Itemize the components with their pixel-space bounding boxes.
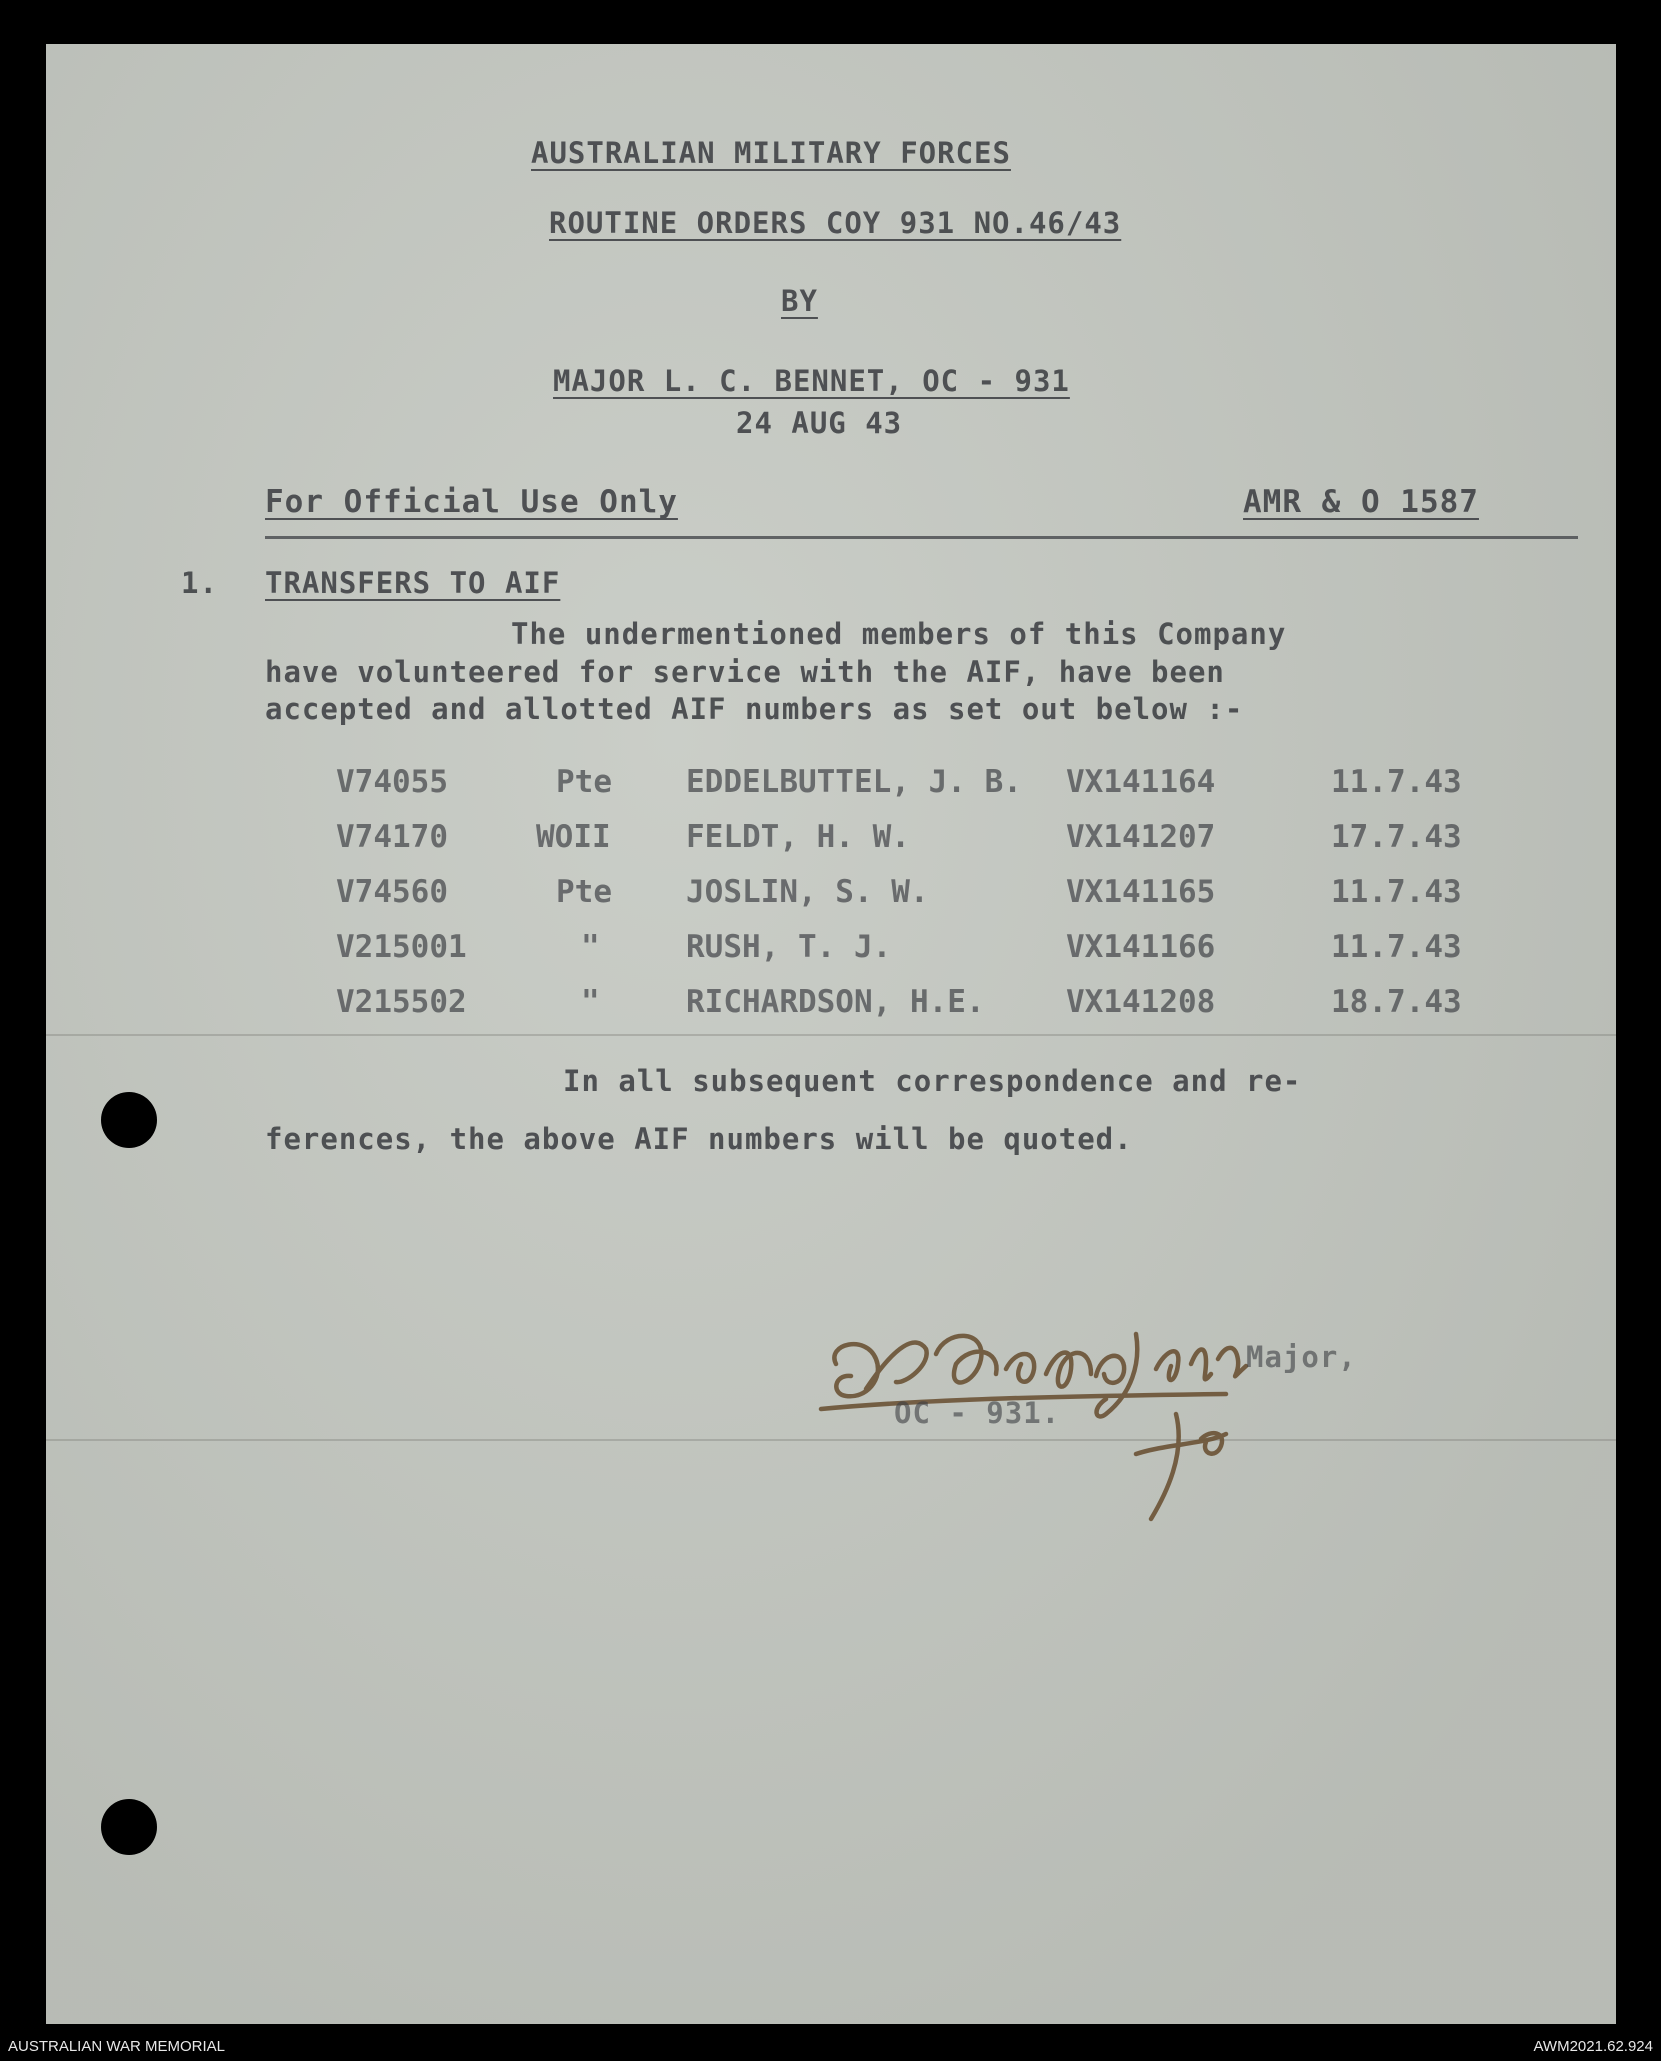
rank: ": [581, 984, 600, 1020]
transfers-table: [46, 44, 1616, 2024]
old-number: V74560: [336, 874, 448, 910]
section-number: 1.: [181, 566, 218, 600]
aif-number: VX141166: [1066, 929, 1216, 965]
closing-line: In all subsequent correspondence and re-: [563, 1064, 1302, 1098]
intro-line: have volunteered for service with the AIF, have been: [265, 655, 1225, 689]
table-row: [46, 929, 1616, 969]
rank: Pte: [556, 874, 612, 910]
table-row: [46, 984, 1616, 1024]
old-number: V74170: [336, 819, 448, 855]
signature-rank: Major,: [1246, 1340, 1357, 1374]
rank: Pte: [556, 764, 612, 800]
amr-reference: AMR & O 1587: [1243, 484, 1479, 520]
transfer-date: 11.7.43: [1331, 874, 1462, 910]
member-name: FELDT, H. W.: [686, 819, 910, 855]
intro-line: The undermentioned members of this Company: [511, 617, 1287, 651]
old-number: V74055: [336, 764, 448, 800]
signature-unit: OC - 931.: [894, 1396, 1061, 1430]
section-title: TRANSFERS TO AIF: [265, 566, 561, 600]
aif-number: VX141207: [1066, 819, 1216, 855]
table-row: [46, 764, 1616, 804]
old-number: V215001: [336, 929, 467, 965]
order-date: 24 AUG 43: [736, 406, 903, 440]
intro-line: accepted and allotted AIF numbers as set out below :-: [265, 692, 1244, 726]
transfer-date: 11.7.43: [1331, 764, 1462, 800]
by-heading: BY: [781, 284, 818, 318]
table-row: [46, 874, 1616, 914]
member-name: JOSLIN, S. W.: [686, 874, 929, 910]
closing-line: ferences, the above AIF numbers will be quoted.: [265, 1122, 1133, 1156]
old-number: V215502: [336, 984, 467, 1020]
archive-credit: AUSTRALIAN WAR MEMORIAL: [8, 2038, 225, 2055]
classification-label: For Official Use Only: [265, 484, 678, 520]
document-page: [46, 44, 1616, 2024]
org-heading: AUSTRALIAN MILITARY FORCES: [531, 136, 1011, 170]
transfer-date: 17.7.43: [1331, 819, 1462, 855]
rank: ": [581, 929, 600, 965]
aif-number: VX141164: [1066, 764, 1216, 800]
member-name: EDDELBUTTEL, J. B.: [686, 764, 1022, 800]
officer-heading: MAJOR L. C. BENNET, OC - 931: [553, 364, 1070, 398]
transfer-date: 11.7.43: [1331, 929, 1462, 965]
member-name: RICHARDSON, H.E.: [686, 984, 985, 1020]
catalogue-number: AWM2021.62.924: [1533, 2038, 1653, 2055]
aif-number: VX141165: [1066, 874, 1216, 910]
routine-orders-heading: ROUTINE ORDERS COY 931 NO.46/43: [549, 206, 1122, 240]
rank: WOII: [536, 819, 611, 855]
handwritten-signature: [806, 1304, 1336, 1534]
aif-number: VX141208: [1066, 984, 1216, 1020]
table-row: [46, 819, 1616, 859]
member-name: RUSH, T. J.: [686, 929, 892, 965]
transfer-date: 18.7.43: [1331, 984, 1462, 1020]
